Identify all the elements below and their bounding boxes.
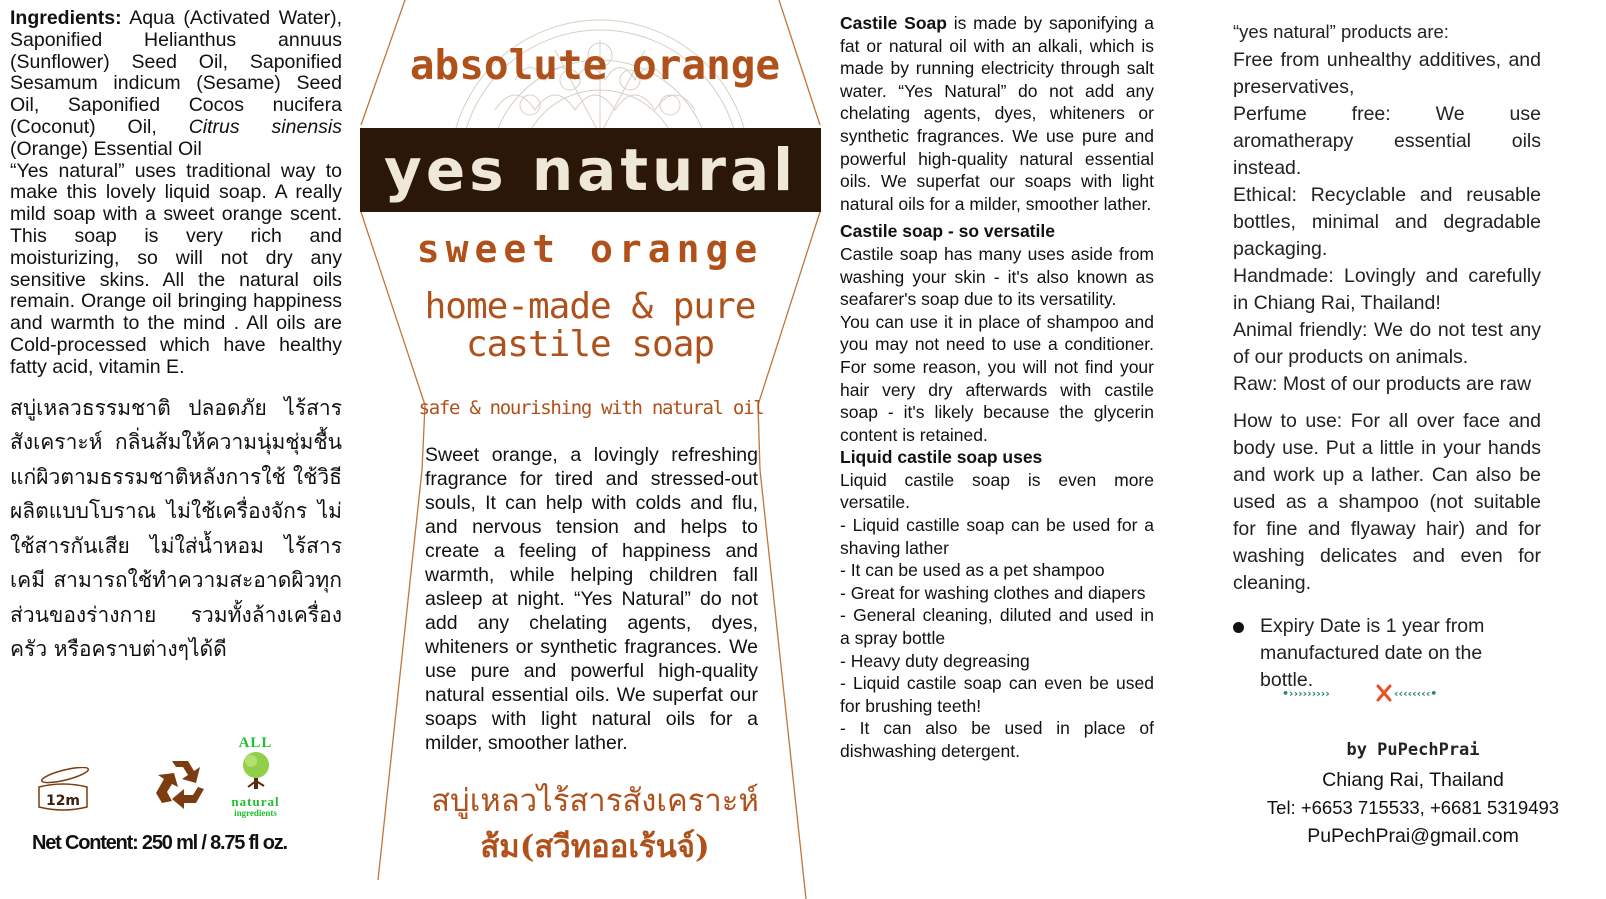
- phone-numbers: Tel: +6653 715533, +6681 5319493: [1266, 797, 1560, 818]
- svg-text:•›››››››››: •›››››››››: [1282, 687, 1330, 700]
- tree-icon: [236, 751, 276, 791]
- ingredients-block: [10, 8, 342, 161]
- how-to-use: How to use: For all over face and body use. Put a little in your hands and work up a lather. Can also be used as a shampoo (not suitable for fine and flyaway hair) and for washing delicates and even for cleaning.: [1233, 410, 1541, 594]
- versatile-paragraph-2: You can use it in place of shampoo and you may not need to use a conditioner. For some reason, you will not find your hair very dry afterwards with castile soap - it's likely because the glycerin content is retained.: [840, 311, 1154, 445]
- product-line-title: absolute orange: [409, 41, 781, 89]
- castile-intro-text: is made by saponifying a fat or natural oil with an alkali, which is made by running electricity through salt water. “Yes Natural” do not add any chelating agents, dyes, whiteners or synthetic fragrances. We use pure and powerful high-quality natural essential oils. We superfat our soaps with light natural oils for a milder, smoother lather.: [840, 13, 1154, 214]
- expiry-text: Expiry Date is 1 year from manufactured date on the bottle.: [1260, 615, 1485, 691]
- features-intro: “yes natural” products are:: [1233, 21, 1449, 42]
- badge-natural-text: natural: [231, 794, 280, 809]
- brand-name: yes natural: [384, 136, 797, 204]
- product-description: “Yes natural” uses traditional way to make this lovely liquid soap. A really mild soap with a sweet orange scent. This soap is very rich and moisturizing, so will not dry any sensitive skins. All the natural oils remain. Orange oil bringing happiness and warmth to the mind . All oils are Cold-processed which have healthy fatty acid, vitamin E.: [10, 159, 342, 378]
- feature-item: Ethical: Recyclable and reusable bottles, minimal and degradable packaging.: [1233, 184, 1541, 260]
- feature-item: Handmade: Lovingly and carefully in Chiang Rai, Thailand!: [1233, 265, 1541, 314]
- section-heading-versatile: Castile soap - so versatile: [840, 221, 1055, 242]
- use-item: - Great for washing clothes and diapers: [840, 582, 1146, 603]
- castile-intro: [840, 12, 1154, 215]
- use-item: - It can also be used in place of dishwashing detergent.: [840, 718, 1154, 761]
- recycle-icon: [150, 757, 210, 815]
- use-item: - Liquid castile soap can even be used for brushing teeth!: [840, 673, 1154, 716]
- thai-title-line-1: สบู่เหลวไร้สารสังเคราะห์: [431, 783, 759, 819]
- uses-intro: Liquid castile soap is even more versatile.: [840, 469, 1154, 513]
- svg-text:‹‹‹‹‹‹‹‹•: ‹‹‹‹‹‹‹‹•: [1394, 687, 1438, 700]
- feature-item: Perfume free: We use aromatherapy essential oils instead.: [1233, 103, 1541, 179]
- ingredients-label: Ingredients:: [10, 7, 122, 29]
- ornamental-divider-icon: [1282, 682, 1487, 704]
- section-heading-uses: Liquid castile soap uses: [840, 447, 1043, 468]
- thai-description: สบู่เหลวธรรมชาติ ปลอดภัย ไร้สารสังเคราะห์ กลิ่นส้มให้ความนุ่มชุ่มชื้นแก่ผิวตามธรรมชาติหลังการใช้ ใช้วิธีผลิตแบบโบราณ ไม่ใช้เครื่องจักร ไม่ใช้สารกันเสีย ไม่ใส่น้ำหอม ไร้สารเคมี สามารถใช้ทำความสะอาดผิวทุกส่วนของร่างกาย รวมทั้งล้างเครื่องครัว หรือคราบต่างๆได้ดี: [10, 395, 342, 662]
- thai-product-title: [400, 778, 790, 870]
- ingredients-tail: (Orange) Essential Oil: [10, 137, 202, 160]
- badge-ingredients-text: ingredients: [234, 808, 277, 818]
- location: Chiang Rai, Thailand: [1322, 769, 1504, 791]
- feature-item: Raw: Most of our products are raw: [1233, 373, 1532, 395]
- period-after-opening-icon: [35, 767, 91, 813]
- product-subtitle: [390, 288, 790, 364]
- left-panel: [10, 8, 342, 667]
- castile-intro-bold: Castile Soap: [840, 13, 947, 33]
- castile-info-panel: [840, 12, 1154, 763]
- feature-item: Free from unhealthy additives, and preservatives,: [1233, 49, 1541, 98]
- feature-item: Animal friendly: We do not test any of our products on animals.: [1233, 319, 1541, 368]
- ingredients-text: Aqua (Activated Water), Saponified Helianthus annuus (Sunflower) Seed Oil, Saponified Sesamum indicum (Sesame) Seed Oil, Saponified Cocos nucifera (Coconut) Oil,: [10, 7, 342, 138]
- contact-info: [1220, 766, 1606, 850]
- brand-values-panel: [1233, 18, 1541, 694]
- badge-all-text: ALL: [238, 735, 273, 751]
- scent-description: Sweet orange, a lovingly refreshing fragrance for tired and stressed-out souls, It can help with colds and flu, and nervous tension and helps to create a feeling of happiness and warmth, while helping children fall asleep at night. “Yes Natural” do not add any chelating agents, dyes, whiteners or synthetic fragrances. We use pure and powerful high-quality natural essential oils. We superfat our soaps with light natural oils for a milder, smoother lather.: [425, 444, 758, 754]
- svg-text:12m: 12m: [45, 793, 81, 809]
- net-content: Net Content: 250 ml / 8.75 fl oz.: [32, 832, 287, 854]
- subtitle-line-1: home-made & pure: [424, 286, 756, 327]
- use-item: - Liquid castille soap can be used for a shaving lather: [840, 515, 1154, 558]
- use-item: - It can be used as a pet shampoo: [840, 560, 1105, 581]
- ingredients-italic: Citrus sinensis: [188, 115, 342, 138]
- thai-title-line-2: ส้ม(สวีทออเร้นจ์): [480, 829, 710, 865]
- certification-icons: [30, 735, 330, 825]
- use-item: - Heavy duty degreasing: [840, 650, 1030, 671]
- bullet-icon: [1233, 622, 1244, 633]
- maker-credit: by PuPechPrai: [1346, 740, 1480, 760]
- subtitle-line-2: castile soap: [465, 324, 715, 365]
- scent-title: sweet orange: [416, 227, 764, 271]
- natural-ingredients-badge: [223, 735, 288, 825]
- versatile-paragraph-1: Castile soap has many uses aside from washing your skin - it's also known as seafarer's soap due to its versatility.: [840, 243, 1154, 310]
- email: PuPechPrai@gmail.com: [1307, 825, 1519, 847]
- tagline: safe & nourishing with natural oil: [418, 397, 764, 419]
- use-item: - General cleaning, diluted and used in a spray bottle: [840, 605, 1154, 649]
